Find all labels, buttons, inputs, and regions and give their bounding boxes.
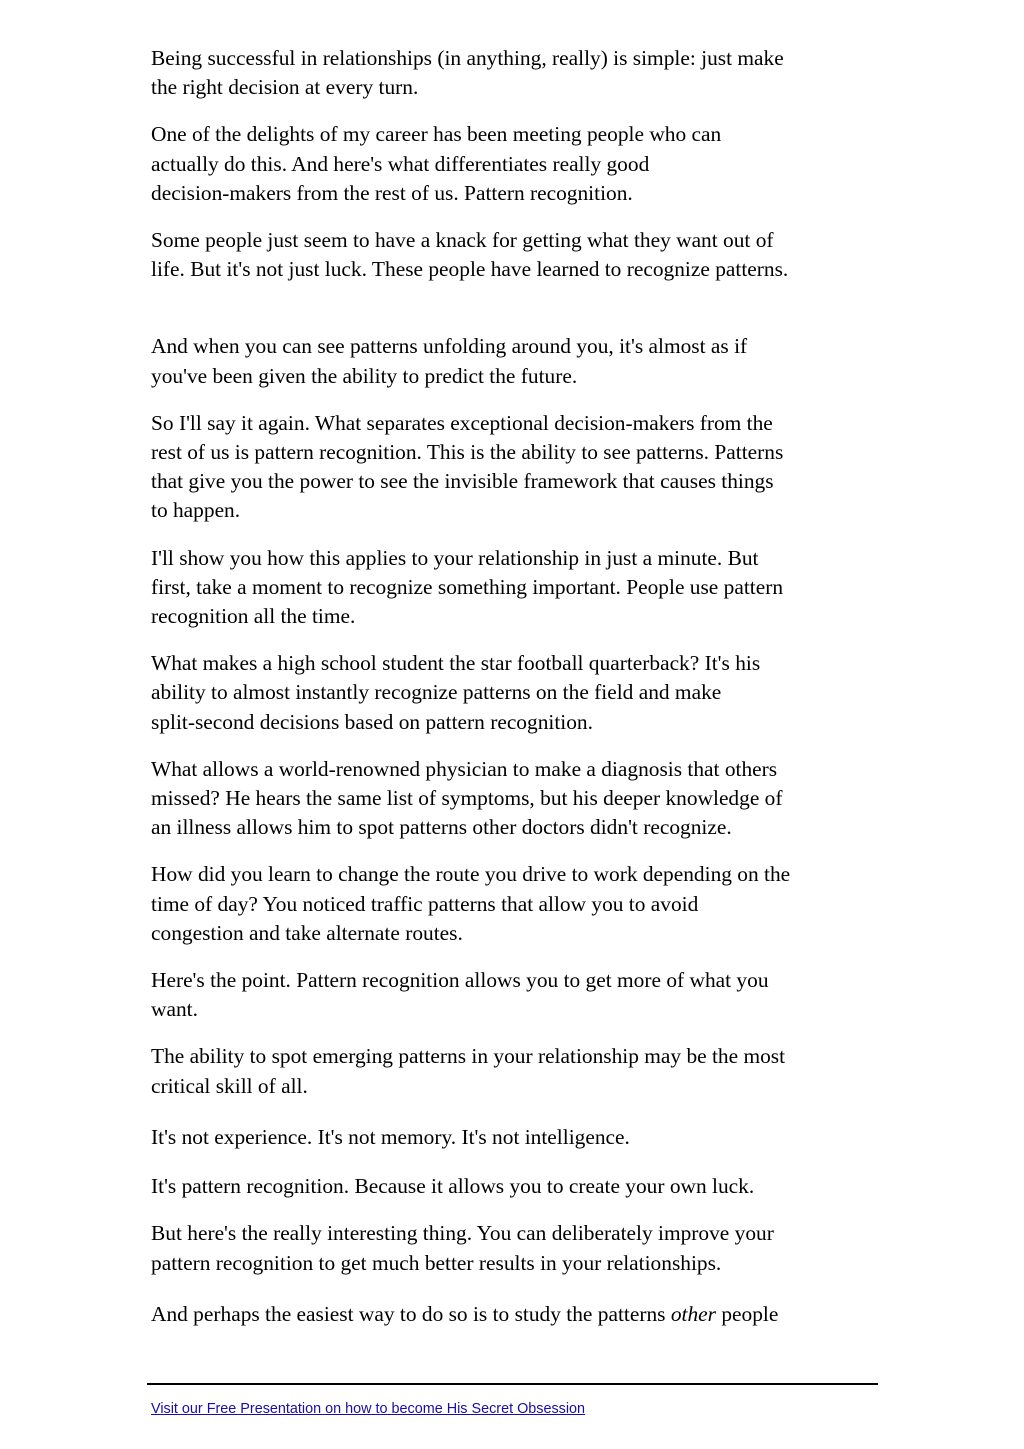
paragraph-15-text-after: people <box>715 1301 779 1326</box>
footer-divider <box>147 1383 878 1385</box>
paragraph-12: It's not experience. It's not memory. It's not intelligence. <box>151 1124 630 1149</box>
paragraph-14: But here's the really interesting thing. You can deliberately improve your pattern recognition to get much better results in your relationships. <box>151 1221 774 1275</box>
paragraph-10: Here's the point. Pattern recognition allows you to get more of what you want. <box>151 968 769 1022</box>
paragraph-13: It's pattern recognition. Because it allows you to create your own luck. <box>151 1174 755 1199</box>
paragraph-7: What makes a high school student the star football quarterback? It's his ability to almost instantly recognize patterns on the field and make split-second decisions based on pattern recognition. <box>151 651 761 734</box>
paragraph-4: And when you can see patterns unfolding around you, it's almost as if you've been given the ability to predict the future. <box>151 334 748 388</box>
paragraph-6: I'll show you how this applies to your relationship in just a minute. But first, take a moment to recognize something important. People use pattern recognition all the time. <box>151 545 784 629</box>
document-body <box>151 44 875 1329</box>
paragraph-2: One of the delights of my career has been meeting people who can actually do this. And here's what differentiates really good decision-makers from the rest of us. Pattern recognition. <box>151 122 722 205</box>
paragraph-5: So I'll say it again. What separates exceptional decision-makers from the rest of us is pattern recognition. This is the ability to see patterns. Patterns that give you the power to see the invisible framework that causes things to happen. <box>151 410 784 523</box>
paragraph-3: Some people just seem to have a knack for getting what they want out of life. But it's not just luck. These people have learned to recognize patterns. <box>151 228 789 282</box>
paragraph-11: The ability to spot emerging patterns in your relationship may be the most critical skill of all. <box>151 1044 786 1098</box>
paragraph-8: What allows a world-renowned physician to make a diagnosis that others missed? He hears the same list of symptoms, but his deeper knowledge of an illness allows him to spot patterns other doctors didn't recognize. <box>151 756 783 840</box>
footer-presentation-link[interactable]: Visit our Free Presentation on how to become His Secret Obsession <box>151 1401 586 1417</box>
paragraph-15-emphasis: other <box>670 1301 716 1326</box>
paragraph-1: Being successful in relationships (in anything, really) is simple: just make the right decision at every turn. <box>151 46 784 100</box>
paragraph-9: How did you learn to change the route you drive to work depending on the time of day? You noticed traffic patterns that allow you to avoid congestion and take alternate routes. <box>151 862 791 945</box>
paragraph-15 <box>151 1300 875 1329</box>
paragraph-15-text-before: And perhaps the easiest way to do so is to study the patterns <box>151 1301 671 1326</box>
